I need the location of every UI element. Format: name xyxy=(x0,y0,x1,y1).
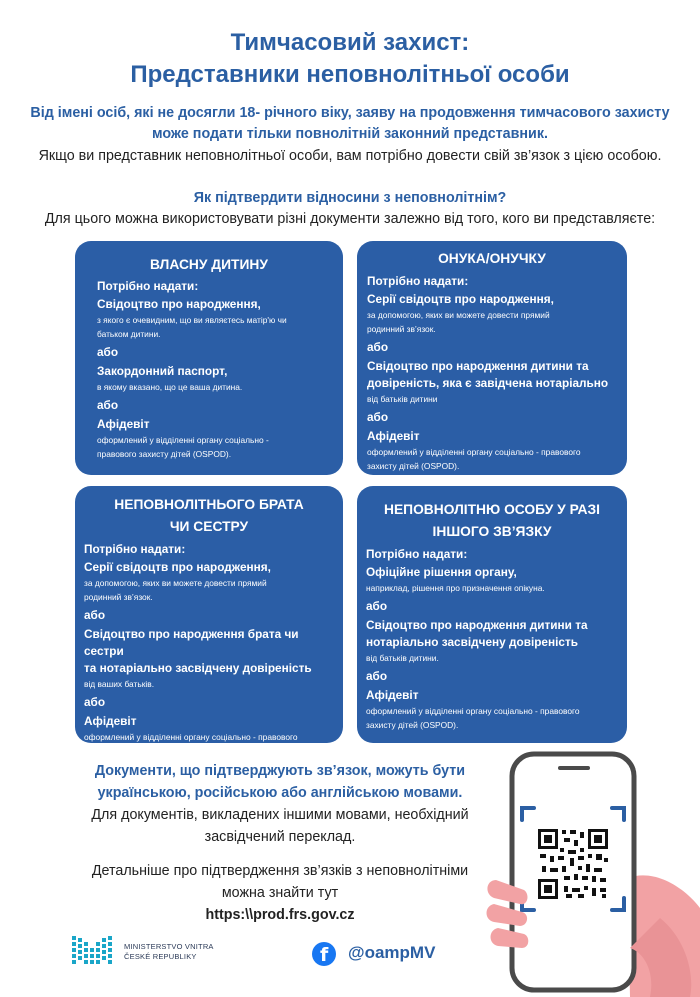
footer-line6: можна знайти тут xyxy=(221,885,339,901)
doc-1: Свідоцтво про народження, xyxy=(97,297,261,311)
card-title xyxy=(357,248,627,270)
doc-1: Серії свідоцтв про народження, xyxy=(84,560,271,574)
card-body xyxy=(97,278,335,461)
note-1: наприклад, рішення про призначення опікуна. xyxy=(366,583,545,593)
card-title-line: НЕПОВНОЛІТНЬОГО БРАТА xyxy=(114,497,304,512)
required-label: Потрібно надати: xyxy=(366,547,468,561)
card-grandchild xyxy=(357,241,627,475)
doc-2b: та нотаріально засвідчену довіреність xyxy=(84,661,312,675)
card-title-line: ВЛАСНУ ДИТИНУ xyxy=(150,257,268,272)
note-1a: за допомогою, яких ви можете довести прямий xyxy=(367,310,550,320)
or-1: або xyxy=(366,599,388,613)
note-1b: батьком дитини. xyxy=(97,329,161,339)
phone-illustration xyxy=(480,748,700,997)
card-title-line: ОНУКА/ОНУЧКУ xyxy=(438,251,546,266)
doc-1: Офіційне рішення органу, xyxy=(366,565,517,579)
ministry-name xyxy=(124,942,214,962)
footer-line4: засвідчений переклад. xyxy=(204,829,356,845)
or-1: або xyxy=(84,608,106,622)
doc-2b: нотаріально засвідчену довіреність xyxy=(366,635,578,649)
qr-code xyxy=(537,828,609,900)
note-1a: з якого є очевидним, що ви являєтесь матір'ю чи xyxy=(97,315,287,325)
card-title xyxy=(75,254,343,276)
card-title xyxy=(75,494,343,538)
or-2: або xyxy=(366,669,388,683)
doc-3: Афідевіт xyxy=(366,688,419,702)
facebook-icon[interactable]: f xyxy=(312,942,336,966)
ministry-name-line1: MINISTERSTVO VNITRA xyxy=(124,942,214,951)
note-1a: за допомогою, яких ви можете довести прямий xyxy=(84,578,267,588)
note-3b: захисту дітей (OSPOD). xyxy=(367,461,460,471)
doc-3: Афідевіт xyxy=(97,417,150,431)
card-body xyxy=(84,541,340,758)
doc-3: Афідевіт xyxy=(84,714,137,728)
doc-2: Закордонний паспорт, xyxy=(97,364,228,378)
footer-line5: Детальніше про підтвердження зв’язків з неповнолітніми xyxy=(91,863,469,879)
or-2: або xyxy=(84,695,106,709)
or-2: або xyxy=(367,410,389,424)
intro-bold-line1: Від імені осіб, які не досягли 18- річного віку, заяву на продовження тимчасового захисту xyxy=(30,105,670,121)
note-3a: оформлений у відділенні органу соціально - правового xyxy=(367,447,581,457)
footer-line3: Для документів, викладених іншими мовами, необхідний xyxy=(91,807,469,823)
card-own-child xyxy=(75,241,343,475)
note-2: від батьків дитини. xyxy=(366,653,439,663)
or-1: або xyxy=(97,345,119,359)
intro-normal-line: Якщо ви представник неповнолітньої особи, вам потрібно довести свій зв’язок з цією особою. xyxy=(38,148,662,164)
or-1: або xyxy=(367,340,389,354)
card-body xyxy=(367,273,623,473)
note-3b: захисту дітей (OSPOD). xyxy=(84,746,177,756)
doc-2a: Свідоцтво про народження дитини та xyxy=(367,359,589,373)
card-title-line: НЕПОВНОЛІТНЮ ОСОБУ У РАЗІ xyxy=(383,502,600,517)
card-title xyxy=(357,499,627,543)
page-title-line1: Тимчасовий захист: xyxy=(230,29,470,56)
intro-question: Як підтвердити відносини з неповнолітнім? xyxy=(193,190,507,206)
footer-bold-line1: Документи, що підтверджують зв’язок, можуть бути xyxy=(94,763,466,779)
card-other-relation xyxy=(357,486,627,743)
note-3b: правового захисту дітей (OSPOD). xyxy=(97,449,232,459)
doc-2a: Свідоцтво про народження дитини та xyxy=(366,618,588,632)
note-3b: захисту дітей (OSPOD). xyxy=(366,720,459,730)
note-3a: оформлений у відділенні органу соціально - xyxy=(97,435,269,445)
or-2: або xyxy=(97,398,119,412)
required-label: Потрібно надати: xyxy=(97,279,199,293)
doc-1: Серії свідоцтв про народження, xyxy=(367,292,554,306)
note-2: від батьків дитини xyxy=(367,394,438,404)
card-title-line: ІНШОГО ЗВ’ЯЗКУ xyxy=(432,524,552,539)
intro-documents-line: Для цього можна використовувати різні документи залежно від того, кого ви представляєте: xyxy=(44,211,656,227)
footer-bold-line2: українською, російською або англійською мовами. xyxy=(97,785,463,801)
note-2: в якому вказано, що це ваша дитина. xyxy=(97,382,243,392)
note-1b: родинний зв’язок. xyxy=(367,324,436,334)
social-handle[interactable]: @oampMV xyxy=(348,943,436,962)
note-2: від ваших батьків. xyxy=(84,679,155,689)
ministry-name-line2: ČESKÉ REPUBLIKY xyxy=(124,952,197,961)
doc-2b: довіреність, яка є завідчена нотаріально xyxy=(367,376,609,390)
required-label: Потрібно надати: xyxy=(84,542,186,556)
note-3a: оформлений у відділенні органу соціально - правового xyxy=(84,732,298,742)
note-1b: родинний зв’язок. xyxy=(84,592,153,602)
phone-hand-illustration xyxy=(480,748,700,997)
card-body xyxy=(366,546,622,732)
card-title-line: ЧИ СЕСТРУ xyxy=(169,519,249,534)
required-label: Потрібно надати: xyxy=(367,274,469,288)
ministry-logo-icon xyxy=(72,934,118,968)
card-sibling xyxy=(75,486,343,756)
doc-3: Афідевіт xyxy=(367,429,420,443)
note-3a: оформлений у відділенні органу соціально - правового xyxy=(366,706,580,716)
doc-2a: Свідоцтво про народження брата чи сестри xyxy=(84,627,299,658)
footer-link[interactable]: https:\\prod.frs.gov.cz xyxy=(205,907,355,923)
ministry-logo xyxy=(72,932,232,972)
intro-bold-line2: може подати тільки повнолітній законний представник. xyxy=(152,126,548,142)
page-title-line2: Представники неповнолітньої особи xyxy=(130,61,570,88)
